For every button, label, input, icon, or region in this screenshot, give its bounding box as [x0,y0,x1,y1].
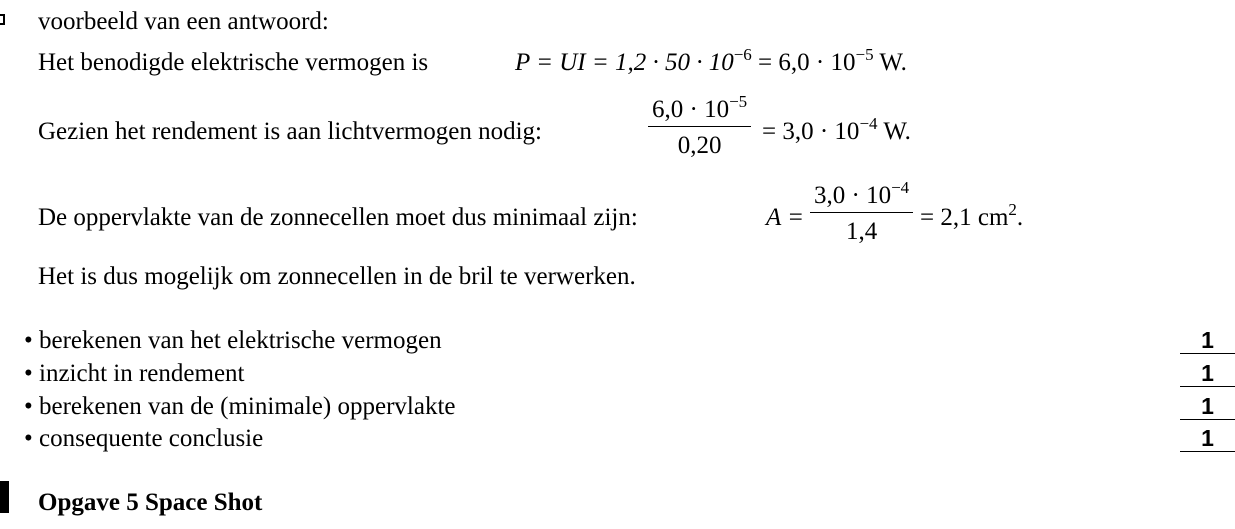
section-heading: Opgave 5 Space Shot [38,489,263,516]
score-underline [1180,451,1235,452]
line1-exp2: −5 [855,45,874,64]
line3-num: 3,0 · 10 [814,182,892,209]
line3-lhs [766,205,804,230]
line2-num-exp: −5 [729,92,748,111]
criterion-item: • inzicht in rendement [24,360,245,387]
line2-fraction [648,92,751,159]
line1-exp1: −6 [733,45,752,64]
line3-result-end: . [1016,204,1024,231]
criterion-item: • berekenen van de (minimale) oppervlakte [24,393,456,420]
line1-text: Het benodigde elektrische vermogen is [38,49,429,76]
criterion-score: 1 [1201,393,1214,419]
section-marker [0,481,9,513]
line3-lhs-text: A = [766,204,804,231]
line2-result-base: = 3,0 · 10 [762,118,860,145]
line3-result [920,200,1024,231]
score-underline [1180,419,1235,420]
line1-formula [515,45,907,76]
line3-result-exp: 2 [1008,200,1017,219]
line1-formula-main: P = UI = 1,2 · 50 · 10 [515,49,734,76]
intro-label: voorbeeld van een antwoord: [38,8,329,35]
line2-result [762,114,911,145]
criterion-score: 1 [1201,425,1214,451]
line2-den: 0,20 [677,132,722,159]
score-underline [1180,386,1235,387]
line2-result-unit: W. [877,118,911,145]
line2-result-exp: −4 [859,114,878,133]
line3-text: De oppervlakte van de zonnecellen moet dus minimaal zijn: [38,204,638,231]
line2-num: 6,0 · 10 [652,96,730,123]
line2-text: Gezien het rendement is aan lichtvermogen nodig: [38,118,542,145]
line3-result-text: = 2,1 cm [920,204,1009,231]
line3-den: 1,4 [845,218,878,245]
conclusion-text: Het is dus mogelijk om zonnecellen in de bril te verwerken. [38,263,636,290]
criterion-item: • berekenen van het elektrische vermogen [24,327,442,354]
criterion-score: 1 [1201,360,1214,386]
line1-formula-mid: = 6,0 · 10 [751,49,856,76]
line3-num-exp: −4 [891,178,910,197]
line3-fraction [810,178,913,245]
line1-unit: W. [873,49,907,76]
score-underline [1180,353,1235,354]
criterion-item: • consequente conclusie [24,425,264,452]
checkbox-icon [0,14,5,25]
criterion-score: 1 [1201,327,1214,353]
